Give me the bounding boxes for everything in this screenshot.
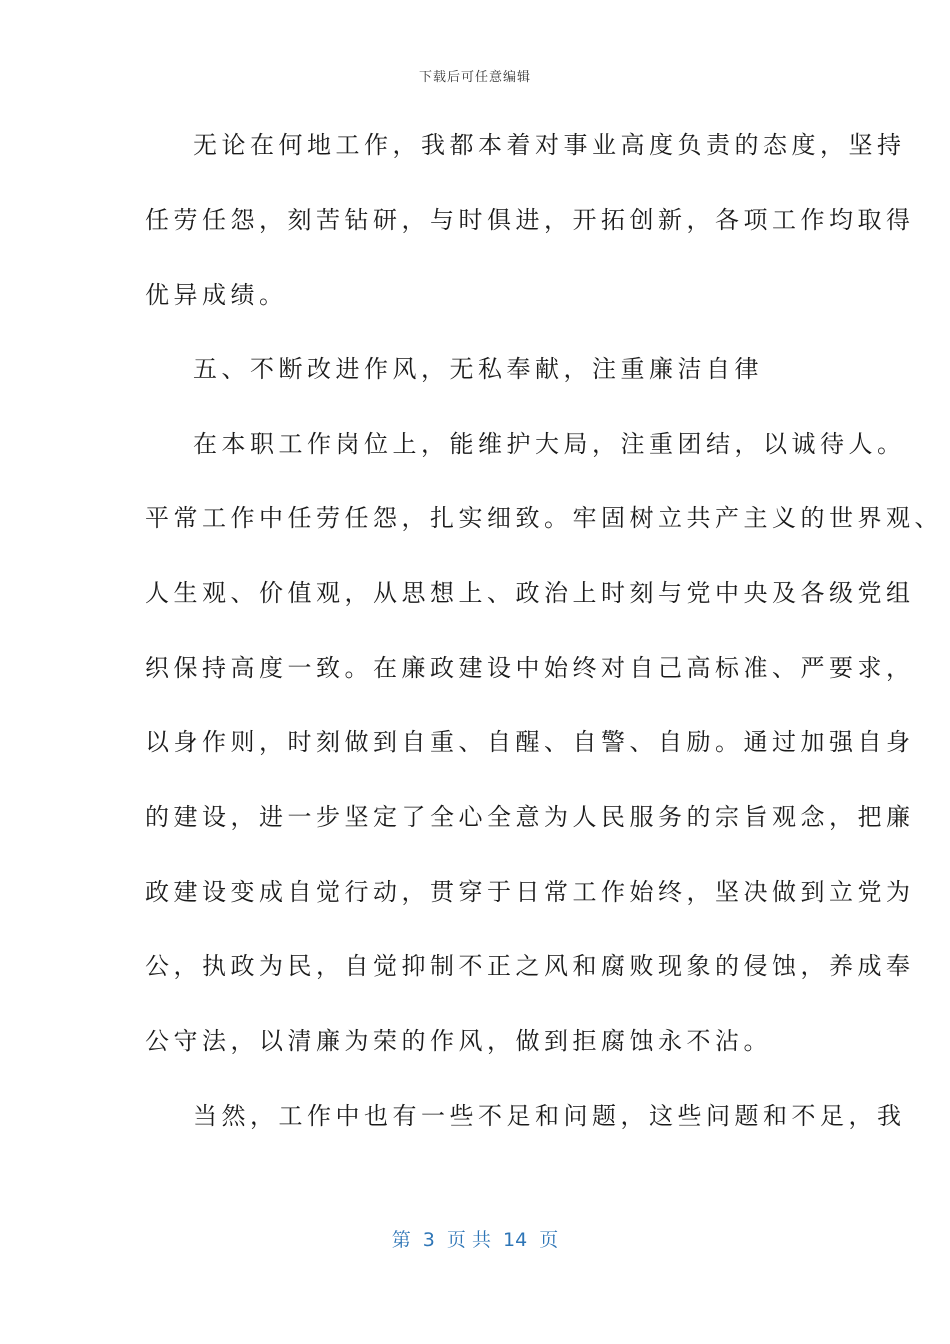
header-note: 下载后可任意编辑: [418, 70, 531, 85]
paragraph-line: 公，执政为民，自觉抑制不正之风和腐败现象的侵蚀，养成奉: [145, 952, 915, 980]
paragraph-line: 在本职工作岗位上，能维护大局，注重团结，以诚待人。: [193, 430, 906, 458]
paragraph-line: 无论在何地工作，我都本着对事业高度负责的态度，坚持: [193, 131, 906, 159]
section-heading: 五、不断改进作风，无私奉献，注重廉洁自律: [193, 355, 763, 383]
paragraph-line: 公守法，以清廉为荣的作风，做到拒腐蚀永不沾。: [145, 1027, 772, 1055]
paragraph-line: 以身作则，时刻做到自重、自醒、自警、自励。通过加强自身: [145, 728, 915, 756]
paragraph-line: 织保持高度一致。在廉政建设中始终对自己高标准、严要求，: [145, 654, 915, 682]
paragraph-line: 政建设变成自觉行动，贯穿于日常工作始终，坚决做到立党为: [145, 878, 915, 906]
paragraph-line: 任劳任怨，刻苦钻研，与时俱进，开拓创新，各项工作均取得: [145, 206, 915, 234]
paragraph-line: 的建设，进一步坚定了全心全意为人民服务的宗旨观念，把廉: [145, 803, 915, 831]
page-number: 第 3 页 共 14 页: [391, 1229, 559, 1251]
paragraph-line: 人生观、价值观，从思想上、政治上时刻与党中央及各级党组: [145, 579, 915, 607]
paragraph-line: 平常工作中任劳任怨，扎实细致。牢固树立共产主义的世界观、: [145, 504, 943, 532]
paragraph-line: 当然，工作中也有一些不足和问题，这些问题和不足，我: [193, 1102, 906, 1130]
paragraph-line: 优异成绩。: [145, 281, 288, 309]
